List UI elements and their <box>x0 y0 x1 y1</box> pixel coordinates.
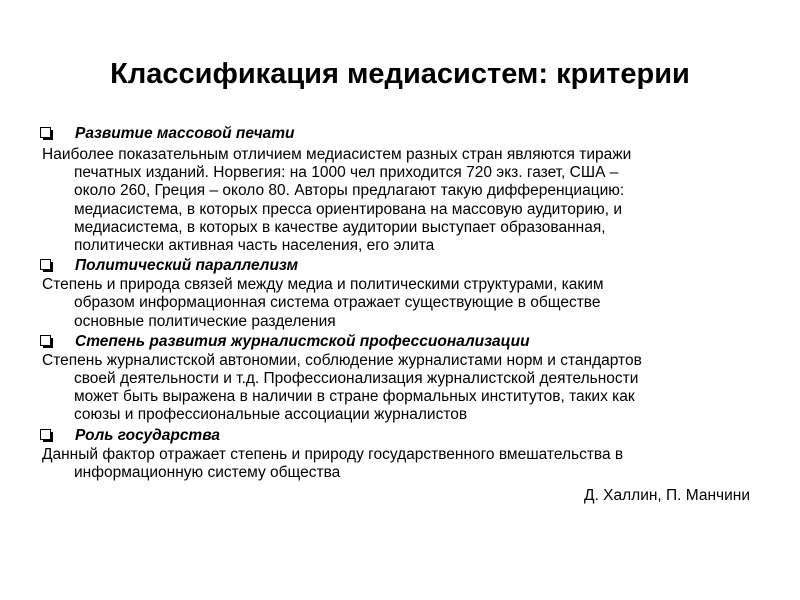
section-heading-label: Роль государства <box>75 426 220 444</box>
checkbox-icon <box>40 429 53 442</box>
paragraph-line: печатных изданий. Норвегия: на 1000 чел приходится 720 экз. газет, США – <box>74 164 619 182</box>
checkbox-icon <box>40 259 53 272</box>
section-heading-parallelism <box>40 255 760 276</box>
paragraph-line: информационную систему общества <box>74 463 341 481</box>
paragraph-line: союзы и профессиональные ассоциации журналистов <box>74 406 468 424</box>
paragraph-line: основные политические разделения <box>74 312 336 330</box>
paragraph-line: может быть выражена в наличии в стране формальных институтов, таких как <box>74 388 635 406</box>
section-heading-label: Степень развития журналистской профессионализации <box>75 332 530 350</box>
section-heading-state-role <box>40 425 760 446</box>
paragraph-line: политически активная часть населения, его элита <box>74 237 435 255</box>
paragraph-line: своей деятельности и т.д. Профессионализация журналистской деятельности <box>74 370 639 388</box>
paragraph-line: около 260, Греция – около 80. Авторы предлагают такую дифференциацию: <box>74 182 625 200</box>
slide-title: Классификация медиасистем: критерии <box>110 58 690 90</box>
section-heading-label: Развитие массовой печати <box>75 125 295 142</box>
paragraph-line: Степень журналистской автономии, соблюдение журналистами норм и стандартов <box>42 351 642 369</box>
section-paragraph <box>40 276 760 331</box>
section-paragraph <box>40 446 760 482</box>
paragraph-line: медиасистема, в которых пресса ориентирована на массовую аудиторию, и <box>74 200 623 218</box>
paragraph-line: медиасистема, в которых в качестве аудитории выступает образованная, <box>74 218 606 236</box>
section-paragraph <box>40 144 760 255</box>
section-heading-label: Политический параллелизм <box>75 257 299 275</box>
checkbox-icon <box>40 335 53 348</box>
section-heading-press <box>40 123 760 144</box>
section-heading-professionalization <box>40 331 760 352</box>
paragraph-line: Степень и природа связей между медиа и политическими структурами, каким <box>42 276 604 294</box>
paragraph-line: образом информационная система отражает существующие в обществе <box>74 294 601 312</box>
checkbox-icon <box>40 127 53 140</box>
slide-content <box>40 123 760 506</box>
paragraph-line: Данный фактор отражает степень и природу государственного вмешательства в <box>42 445 624 463</box>
paragraph-line: Наиболее показательным отличием медиасистем разных стран являются тиражи <box>42 146 632 163</box>
section-paragraph <box>40 352 760 425</box>
attribution: Д. Халлин, П. Манчини <box>584 487 750 505</box>
